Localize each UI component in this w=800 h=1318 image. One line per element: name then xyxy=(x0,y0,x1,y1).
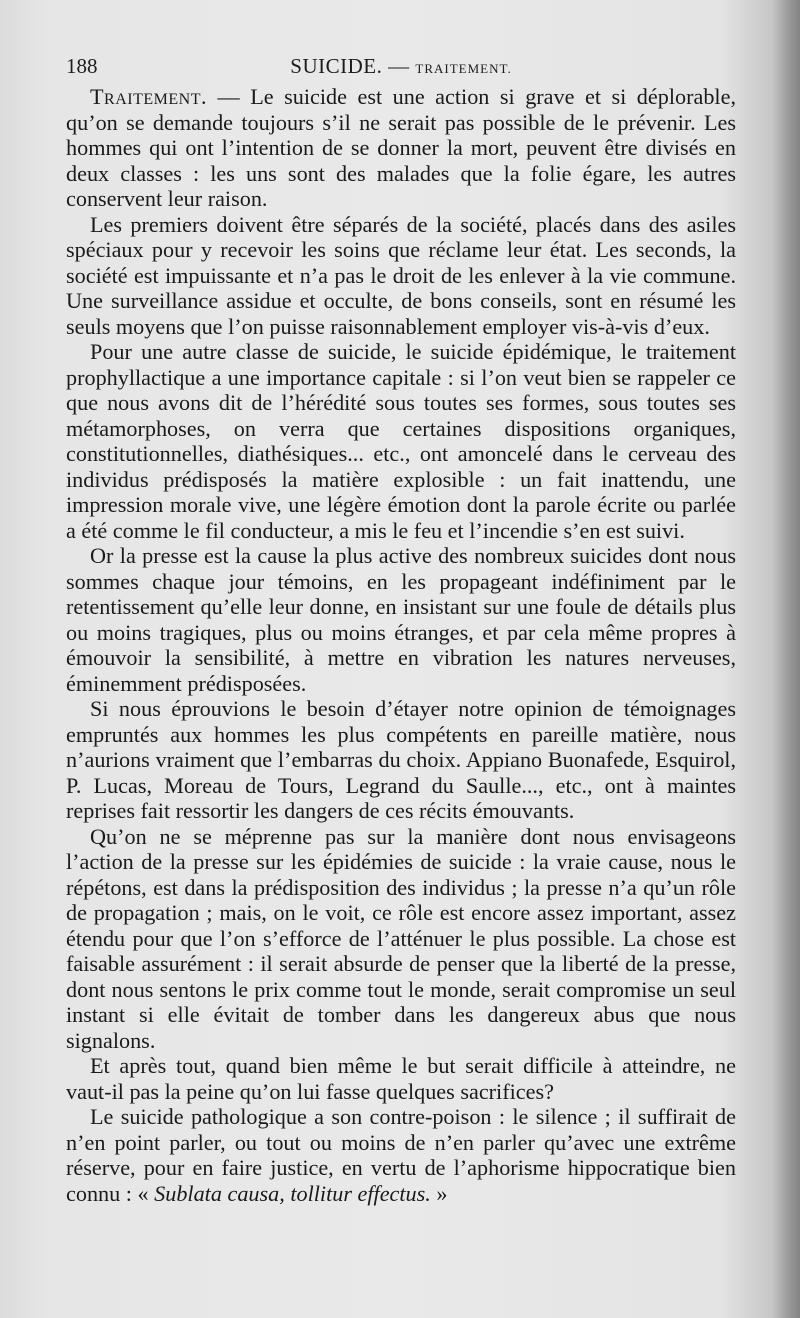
paragraph xyxy=(66,824,736,1054)
paragraph xyxy=(66,339,736,543)
running-title-dash: — xyxy=(382,54,416,78)
running-title-sub: TRAITEMENT. xyxy=(415,61,512,76)
paragraph xyxy=(66,696,736,824)
paragraph-text: Si nous éprouvions le besoin d’étayer notre opinion de témoignages empruntés aux hommes les plus compétents en pareille matière, nous n’aurions vraiment que l’embarras du choix. Appiano Buonafede, Esquirol, P. Lucas, Moreau de Tours, Legrand du Saulle..., etc., ont à maintes reprises fait ressortir les dangers de ces récits émouvants. xyxy=(66,696,736,823)
paragraph-text: Le suicide pathologique a son contre-poison : le silence ; il suffirait de n’en point parler, ou tout ou moins de n’en parler qu’avec une extrême réserve, pour en faire justice, en vertu de l’aphorisme hippocratique bien connu : « xyxy=(66,1104,736,1206)
paragraph xyxy=(66,1053,736,1104)
closing-guillemet: » xyxy=(430,1180,448,1206)
running-title-main: SUICIDE. xyxy=(290,54,383,78)
paragraph-text: Et après tout, quand bien même le but serait difficile à atteindre, ne vaut-il pas la peine qu’on lui fasse quelques sacrifices? xyxy=(66,1053,736,1104)
latin-quote: Sublata causa, tollitur effectus. xyxy=(154,1180,431,1206)
paragraph-final xyxy=(66,1104,736,1206)
paragraph-text: Qu’on ne se méprenne pas sur la manière dont nous envisageons l’action de la presse sur les épidémies de suicide : la vraie cause, nous le répétons, est dans la prédisposition des individus ; la presse n’a qu’un rôle de propagation ; mais, on le voit, ce rôle est encore assez important, assez étendu pour que l’on s’efforce de l’atténuer le plus possible. La chose est faisable assurément : il serait absurde de penser que la liberté de la presse, dont nous sentons le prix comme tout le monde, serait compromise un seul instant si elle évitait de tomber dans les dangereux abus que nous signalons. xyxy=(66,823,736,1053)
gutter-shadow xyxy=(772,0,800,1318)
paragraph-text: Or la presse est la cause la plus active des nombreux suicides dont nous sommes chaque jour témoins, en les propageant indéfiniment par le retentissement qu’elle leur donne, en insistant sur une foule de détails plus ou moins tragiques, plus ou moins étranges, et par cela même propres à émouvoir la sensibilité, à mettre en vibration les natures nerveuses, éminemment prédisposées. xyxy=(66,543,736,696)
body-text xyxy=(66,84,736,1206)
paragraph xyxy=(66,543,736,696)
paragraph-text: Pour une autre classe de suicide, le suicide épidémique, le traitement prophyllactique a une importance capitale : si l’on veut bien se rappeler ce que nous avons dit de l’hérédité sous toutes ses formes, sous toutes ses métamorphoses, on verra que certaines dispositions organiques, constitutionnelles, diathésiques... etc., ont amoncelé dans le cerveau des individus prédisposés la matière explosible : un fait inattendu, une impression morale vive, une légère émotion dont la parole écrite ou parlée a été comme le fil conducteur, a mis le feu et l’incendie s’en est suivi. xyxy=(66,339,736,543)
running-title xyxy=(66,54,736,79)
paragraph xyxy=(66,212,736,340)
section-lead: Traitement. xyxy=(90,84,208,109)
paragraph-traitement xyxy=(66,84,736,212)
page-number: 188 xyxy=(66,54,98,78)
running-head xyxy=(66,54,736,86)
paragraph-text: Les premiers doivent être séparés de la société, placés dans des asiles spéciaux pour y recevoir les soins que réclame leur état. Les seconds, la société est impuissante et n’a pas le droit de les enlever à la vie commune. Une surveillance assidue et occulte, de bons conseils, sont en résumé les seuls moyens que l’on puisse raisonnablement employer vis-à-vis d’eux. xyxy=(66,211,736,339)
paragraph-text: — Le suicide est une action si grave et si déplorable, qu’on se demande toujours s’il ne serait pas possible de le prévenir. Les hommes qui ont l’intention de se donner la mort, peuvent être divisés en deux classes : les uns sont des malades que la folie égare, les autres conservent leur raison. xyxy=(66,84,736,211)
